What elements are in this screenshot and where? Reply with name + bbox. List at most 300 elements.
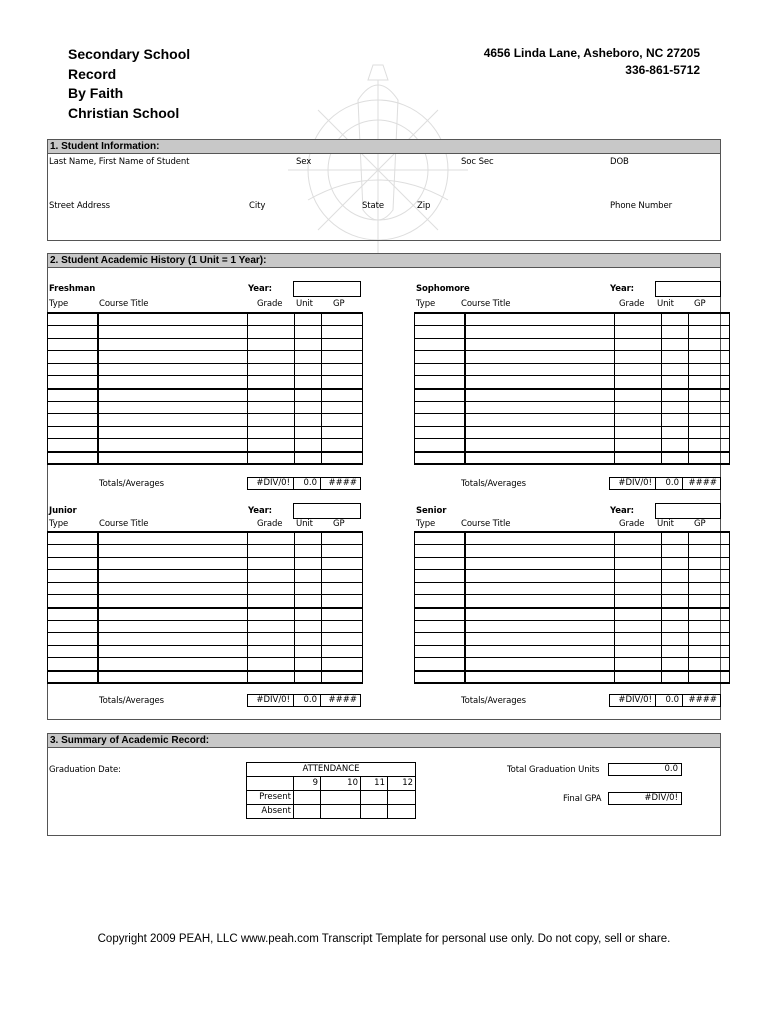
course-type-cell[interactable] xyxy=(415,532,465,545)
course-gp-cell[interactable] xyxy=(689,313,730,326)
course-grade-cell[interactable] xyxy=(248,557,295,570)
course-unit-cell[interactable] xyxy=(662,452,689,465)
course-grade-cell[interactable] xyxy=(248,532,295,545)
course-unit-cell[interactable] xyxy=(662,376,689,389)
freshman-year-field[interactable] xyxy=(293,281,361,297)
unit-col-header: Unit xyxy=(657,519,674,529)
sophomore-course-grid[interactable] xyxy=(414,312,730,465)
course-grade-cell[interactable] xyxy=(615,363,662,376)
course-unit-cell[interactable] xyxy=(662,608,689,621)
course-title-cell[interactable] xyxy=(98,401,248,414)
course-gp-cell[interactable] xyxy=(689,633,730,646)
city-label: City xyxy=(249,201,266,211)
course-unit-cell[interactable] xyxy=(662,338,689,351)
course-row xyxy=(415,351,730,364)
course-type-cell[interactable] xyxy=(415,582,465,595)
course-gp-cell[interactable] xyxy=(689,389,730,402)
course-unit-cell[interactable] xyxy=(662,620,689,633)
course-unit-cell[interactable] xyxy=(295,401,322,414)
course-unit-cell[interactable] xyxy=(295,532,322,545)
course-type-cell[interactable] xyxy=(415,401,465,414)
course-title-cell[interactable] xyxy=(465,620,615,633)
course-gp-cell[interactable] xyxy=(689,671,730,684)
course-grade-cell[interactable] xyxy=(248,338,295,351)
course-gp-cell[interactable] xyxy=(689,608,730,621)
course-unit-cell[interactable] xyxy=(662,351,689,364)
course-grade-cell[interactable] xyxy=(615,582,662,595)
gp-col-header: GP xyxy=(333,299,345,309)
freshman-course-grid[interactable] xyxy=(47,312,363,465)
course-type-cell[interactable] xyxy=(415,608,465,621)
course-grade-cell[interactable] xyxy=(248,389,295,402)
course-type-cell[interactable] xyxy=(48,426,98,439)
course-title-cell[interactable] xyxy=(98,313,248,326)
course-title-cell[interactable] xyxy=(465,326,615,339)
course-row xyxy=(48,401,363,414)
course-type-cell[interactable] xyxy=(48,557,98,570)
course-title-cell[interactable] xyxy=(465,658,615,671)
course-unit-cell[interactable] xyxy=(662,389,689,402)
course-grade-cell[interactable] xyxy=(615,414,662,427)
course-gp-cell[interactable] xyxy=(322,582,363,595)
unit-col-header: Unit xyxy=(657,299,674,309)
soc-sec-label: Soc Sec xyxy=(461,157,494,167)
course-type-cell[interactable] xyxy=(415,557,465,570)
course-grade-cell[interactable] xyxy=(615,426,662,439)
course-unit-cell[interactable] xyxy=(295,376,322,389)
course-gp-cell[interactable] xyxy=(322,645,363,658)
course-gp-cell[interactable] xyxy=(689,645,730,658)
course-grade-cell[interactable] xyxy=(248,401,295,414)
course-row xyxy=(48,620,363,633)
course-type-cell[interactable] xyxy=(415,570,465,583)
present-cell[interactable] xyxy=(294,791,321,805)
course-title-cell[interactable] xyxy=(98,608,248,621)
course-gp-cell[interactable] xyxy=(322,389,363,402)
school-name-line: Record xyxy=(68,65,117,82)
course-grade-cell[interactable] xyxy=(248,658,295,671)
course-title-cell[interactable] xyxy=(465,570,615,583)
course-row xyxy=(415,608,730,621)
course-gp-cell[interactable] xyxy=(322,326,363,339)
course-title-cell[interactable] xyxy=(465,545,615,558)
course-gp-cell[interactable] xyxy=(322,633,363,646)
course-title-cell[interactable] xyxy=(465,439,615,452)
course-gp-cell[interactable] xyxy=(322,608,363,621)
course-title-cell[interactable] xyxy=(98,582,248,595)
course-row xyxy=(48,658,363,671)
absent-cell[interactable] xyxy=(361,805,388,819)
course-grade-cell[interactable] xyxy=(248,645,295,658)
course-col-header: Course Title xyxy=(461,519,511,529)
course-gp-cell[interactable] xyxy=(689,658,730,671)
junior-course-grid[interactable] xyxy=(47,531,363,684)
course-grade-cell[interactable] xyxy=(615,376,662,389)
course-gp-cell[interactable] xyxy=(689,570,730,583)
course-gp-cell[interactable] xyxy=(689,363,730,376)
course-grade-cell[interactable] xyxy=(615,570,662,583)
course-type-cell[interactable] xyxy=(415,313,465,326)
course-gp-cell[interactable] xyxy=(322,452,363,465)
senior-gp-total: #### xyxy=(682,694,721,707)
course-unit-cell[interactable] xyxy=(295,426,322,439)
course-type-cell[interactable] xyxy=(48,658,98,671)
course-title-cell[interactable] xyxy=(98,658,248,671)
course-type-cell[interactable] xyxy=(415,389,465,402)
course-unit-cell[interactable] xyxy=(295,595,322,608)
course-title-cell[interactable] xyxy=(465,426,615,439)
course-row xyxy=(415,376,730,389)
course-unit-cell[interactable] xyxy=(662,439,689,452)
course-title-cell[interactable] xyxy=(465,608,615,621)
course-title-cell[interactable] xyxy=(465,671,615,684)
course-title-cell[interactable] xyxy=(465,363,615,376)
course-grade-cell[interactable] xyxy=(615,671,662,684)
course-unit-cell[interactable] xyxy=(662,401,689,414)
course-gp-cell[interactable] xyxy=(689,326,730,339)
course-unit-cell[interactable] xyxy=(295,633,322,646)
course-grade-cell[interactable] xyxy=(615,633,662,646)
course-title-cell[interactable] xyxy=(465,376,615,389)
gp-col-header: GP xyxy=(694,519,706,529)
course-type-cell[interactable] xyxy=(48,326,98,339)
course-type-cell[interactable] xyxy=(48,620,98,633)
course-grade-cell[interactable] xyxy=(615,401,662,414)
course-gp-cell[interactable] xyxy=(322,557,363,570)
course-grade-cell[interactable] xyxy=(248,452,295,465)
course-grade-cell[interactable] xyxy=(615,658,662,671)
course-grade-cell[interactable] xyxy=(248,326,295,339)
course-gp-cell[interactable] xyxy=(322,545,363,558)
course-title-cell[interactable] xyxy=(465,351,615,364)
junior-year-field[interactable] xyxy=(293,503,361,519)
course-grade-cell[interactable] xyxy=(248,570,295,583)
course-type-cell[interactable] xyxy=(415,545,465,558)
course-type-cell[interactable] xyxy=(415,376,465,389)
course-title-cell[interactable] xyxy=(98,426,248,439)
course-grade-cell[interactable] xyxy=(248,376,295,389)
course-grade-cell[interactable] xyxy=(248,439,295,452)
course-type-cell[interactable] xyxy=(48,376,98,389)
course-gp-cell[interactable] xyxy=(322,351,363,364)
course-type-cell[interactable] xyxy=(48,363,98,376)
course-unit-cell[interactable] xyxy=(662,582,689,595)
course-unit-cell[interactable] xyxy=(295,557,322,570)
attendance-header: ATTENDANCE xyxy=(247,763,416,777)
absent-label: Absent xyxy=(247,805,294,819)
course-unit-cell[interactable] xyxy=(295,671,322,684)
course-title-cell[interactable] xyxy=(98,557,248,570)
sophomore-gp-total: #### xyxy=(682,477,721,490)
dob-label: DOB xyxy=(610,157,629,167)
course-title-cell[interactable] xyxy=(465,557,615,570)
course-title-cell[interactable] xyxy=(98,633,248,646)
course-gp-cell[interactable] xyxy=(689,620,730,633)
course-gp-cell[interactable] xyxy=(689,351,730,364)
course-row xyxy=(48,326,363,339)
course-gp-cell[interactable] xyxy=(322,658,363,671)
course-type-cell[interactable] xyxy=(415,595,465,608)
course-grade-cell[interactable] xyxy=(615,545,662,558)
course-gp-cell[interactable] xyxy=(322,671,363,684)
course-row xyxy=(48,313,363,326)
course-gp-cell[interactable] xyxy=(322,401,363,414)
student-information-section xyxy=(47,139,721,241)
sophomore-year-field[interactable] xyxy=(655,281,721,297)
course-type-cell[interactable] xyxy=(48,645,98,658)
course-grade-cell[interactable] xyxy=(248,426,295,439)
course-grade-cell[interactable] xyxy=(615,439,662,452)
course-row xyxy=(48,414,363,427)
course-unit-cell[interactable] xyxy=(295,351,322,364)
course-type-cell[interactable] xyxy=(48,389,98,402)
course-row xyxy=(415,645,730,658)
course-type-cell[interactable] xyxy=(48,338,98,351)
junior-label: Junior xyxy=(49,506,77,516)
course-gp-cell[interactable] xyxy=(322,439,363,452)
course-gp-cell[interactable] xyxy=(689,545,730,558)
course-grade-cell[interactable] xyxy=(615,452,662,465)
course-title-cell[interactable] xyxy=(465,582,615,595)
course-title-cell[interactable] xyxy=(98,376,248,389)
grade-12-header: 12 xyxy=(388,777,416,791)
course-grade-cell[interactable] xyxy=(248,671,295,684)
course-gp-cell[interactable] xyxy=(322,426,363,439)
course-gp-cell[interactable] xyxy=(322,363,363,376)
course-type-cell[interactable] xyxy=(415,414,465,427)
course-row xyxy=(415,570,730,583)
gp-col-header: GP xyxy=(694,299,706,309)
sophomore-unit-total: 0.0 xyxy=(655,477,683,490)
absent-cell[interactable] xyxy=(388,805,416,819)
course-grid-table xyxy=(47,312,363,465)
final-gpa-label: Final GPA xyxy=(563,794,602,804)
course-title-cell[interactable] xyxy=(98,570,248,583)
course-title-cell[interactable] xyxy=(98,645,248,658)
course-unit-cell[interactable] xyxy=(295,363,322,376)
course-row xyxy=(415,671,730,684)
course-title-cell[interactable] xyxy=(98,351,248,364)
course-gp-cell[interactable] xyxy=(689,557,730,570)
course-grade-cell[interactable] xyxy=(248,545,295,558)
phone-line: 336-861-5712 xyxy=(625,63,700,77)
course-unit-cell[interactable] xyxy=(662,363,689,376)
course-grade-cell[interactable] xyxy=(615,608,662,621)
course-unit-cell[interactable] xyxy=(295,620,322,633)
course-gp-cell[interactable] xyxy=(322,414,363,427)
course-row xyxy=(48,633,363,646)
course-gp-cell[interactable] xyxy=(322,376,363,389)
senior-year-field[interactable] xyxy=(655,503,721,519)
course-grade-cell[interactable] xyxy=(615,389,662,402)
course-type-cell[interactable] xyxy=(415,338,465,351)
course-unit-cell[interactable] xyxy=(662,414,689,427)
course-type-cell[interactable] xyxy=(48,401,98,414)
course-grade-cell[interactable] xyxy=(248,363,295,376)
course-title-cell[interactable] xyxy=(98,363,248,376)
course-title-cell[interactable] xyxy=(98,620,248,633)
course-gp-cell[interactable] xyxy=(689,414,730,427)
course-title-cell[interactable] xyxy=(465,595,615,608)
course-grade-cell[interactable] xyxy=(248,620,295,633)
course-unit-cell[interactable] xyxy=(662,532,689,545)
course-title-cell[interactable] xyxy=(98,326,248,339)
course-row xyxy=(415,595,730,608)
course-type-cell[interactable] xyxy=(415,363,465,376)
course-grade-cell[interactable] xyxy=(615,326,662,339)
course-unit-cell[interactable] xyxy=(662,313,689,326)
course-unit-cell[interactable] xyxy=(295,326,322,339)
course-unit-cell[interactable] xyxy=(662,326,689,339)
course-grade-cell[interactable] xyxy=(615,313,662,326)
course-unit-cell[interactable] xyxy=(662,633,689,646)
course-type-cell[interactable] xyxy=(415,645,465,658)
course-type-cell[interactable] xyxy=(48,439,98,452)
senior-unit-total: 0.0 xyxy=(655,694,683,707)
course-gp-cell[interactable] xyxy=(689,426,730,439)
course-title-cell[interactable] xyxy=(98,439,248,452)
course-grade-cell[interactable] xyxy=(615,620,662,633)
course-title-cell[interactable] xyxy=(98,671,248,684)
present-cell[interactable] xyxy=(361,791,388,805)
course-gp-cell[interactable] xyxy=(689,338,730,351)
course-row xyxy=(48,338,363,351)
course-grade-cell[interactable] xyxy=(615,351,662,364)
course-gp-cell[interactable] xyxy=(689,401,730,414)
course-title-cell[interactable] xyxy=(465,452,615,465)
course-grade-cell[interactable] xyxy=(615,595,662,608)
course-title-cell[interactable] xyxy=(98,338,248,351)
course-title-cell[interactable] xyxy=(98,532,248,545)
course-row xyxy=(48,570,363,583)
course-type-cell[interactable] xyxy=(415,452,465,465)
course-gp-cell[interactable] xyxy=(689,439,730,452)
present-cell[interactable] xyxy=(321,791,361,805)
course-unit-cell[interactable] xyxy=(295,452,322,465)
absent-cell[interactable] xyxy=(294,805,321,819)
course-grade-cell[interactable] xyxy=(248,582,295,595)
course-grade-cell[interactable] xyxy=(248,608,295,621)
course-unit-cell[interactable] xyxy=(295,645,322,658)
course-title-cell[interactable] xyxy=(465,414,615,427)
course-type-cell[interactable] xyxy=(48,582,98,595)
course-gp-cell[interactable] xyxy=(322,620,363,633)
course-gp-cell[interactable] xyxy=(689,452,730,465)
senior-course-grid[interactable] xyxy=(414,531,730,684)
course-grade-cell[interactable] xyxy=(248,595,295,608)
course-title-cell[interactable] xyxy=(98,595,248,608)
course-unit-cell[interactable] xyxy=(662,658,689,671)
course-title-cell[interactable] xyxy=(98,545,248,558)
course-type-cell[interactable] xyxy=(415,351,465,364)
course-unit-cell[interactable] xyxy=(662,557,689,570)
course-gp-cell[interactable] xyxy=(322,570,363,583)
course-type-cell[interactable] xyxy=(415,620,465,633)
course-unit-cell[interactable] xyxy=(295,570,322,583)
course-unit-cell[interactable] xyxy=(662,570,689,583)
course-grade-cell[interactable] xyxy=(615,532,662,545)
course-grade-cell[interactable] xyxy=(248,633,295,646)
course-type-cell[interactable] xyxy=(48,414,98,427)
course-grade-cell[interactable] xyxy=(615,338,662,351)
course-unit-cell[interactable] xyxy=(662,595,689,608)
course-type-cell[interactable] xyxy=(415,439,465,452)
course-unit-cell[interactable] xyxy=(662,671,689,684)
course-title-cell[interactable] xyxy=(98,389,248,402)
zip-label: Zip xyxy=(417,201,431,211)
course-type-cell[interactable] xyxy=(415,426,465,439)
course-gp-cell[interactable] xyxy=(689,582,730,595)
course-grade-cell[interactable] xyxy=(615,645,662,658)
course-type-cell[interactable] xyxy=(415,658,465,671)
course-title-cell[interactable] xyxy=(465,401,615,414)
course-type-cell[interactable] xyxy=(48,595,98,608)
course-type-cell[interactable] xyxy=(415,326,465,339)
copyright-footer: Copyright 2009 PEAH, LLC www.peah.com Transcript Template for personal use only. Do not copy, sell or share. xyxy=(97,933,671,945)
course-unit-cell[interactable] xyxy=(662,426,689,439)
absent-cell[interactable] xyxy=(321,805,361,819)
course-type-cell[interactable] xyxy=(48,671,98,684)
course-unit-cell[interactable] xyxy=(295,582,322,595)
grade-col-header: Grade xyxy=(257,299,283,309)
course-title-cell[interactable] xyxy=(98,414,248,427)
course-title-cell[interactable] xyxy=(465,633,615,646)
course-title-cell[interactable] xyxy=(465,532,615,545)
course-title-cell[interactable] xyxy=(465,338,615,351)
course-type-cell[interactable] xyxy=(415,671,465,684)
course-type-cell[interactable] xyxy=(48,452,98,465)
course-unit-cell[interactable] xyxy=(662,645,689,658)
course-type-cell[interactable] xyxy=(48,351,98,364)
course-unit-cell[interactable] xyxy=(295,313,322,326)
course-type-cell[interactable] xyxy=(415,633,465,646)
course-grade-cell[interactable] xyxy=(248,414,295,427)
course-type-cell[interactable] xyxy=(48,545,98,558)
course-unit-cell[interactable] xyxy=(295,608,322,621)
course-unit-cell[interactable] xyxy=(295,338,322,351)
course-type-cell[interactable] xyxy=(48,532,98,545)
course-unit-cell[interactable] xyxy=(295,389,322,402)
course-title-cell[interactable] xyxy=(465,389,615,402)
course-gp-cell[interactable] xyxy=(322,338,363,351)
course-unit-cell[interactable] xyxy=(295,658,322,671)
course-grade-cell[interactable] xyxy=(248,313,295,326)
course-unit-cell[interactable] xyxy=(295,439,322,452)
course-type-cell[interactable] xyxy=(48,608,98,621)
course-title-cell[interactable] xyxy=(98,452,248,465)
course-unit-cell[interactable] xyxy=(662,545,689,558)
course-title-cell[interactable] xyxy=(465,313,615,326)
course-grade-cell[interactable] xyxy=(248,351,295,364)
course-grade-cell[interactable] xyxy=(615,557,662,570)
course-unit-cell[interactable] xyxy=(295,414,322,427)
senior-label: Senior xyxy=(416,506,447,516)
course-gp-cell[interactable] xyxy=(689,595,730,608)
present-cell[interactable] xyxy=(388,791,416,805)
course-gp-cell[interactable] xyxy=(689,532,730,545)
course-unit-cell[interactable] xyxy=(295,545,322,558)
course-type-cell[interactable] xyxy=(48,570,98,583)
course-type-cell[interactable] xyxy=(48,633,98,646)
course-title-cell[interactable] xyxy=(465,645,615,658)
graduation-date-label: Graduation Date: xyxy=(49,765,121,775)
course-gp-cell[interactable] xyxy=(322,532,363,545)
course-gp-cell[interactable] xyxy=(689,376,730,389)
course-gp-cell[interactable] xyxy=(322,313,363,326)
course-row xyxy=(415,389,730,402)
course-type-cell[interactable] xyxy=(48,313,98,326)
course-gp-cell[interactable] xyxy=(322,595,363,608)
